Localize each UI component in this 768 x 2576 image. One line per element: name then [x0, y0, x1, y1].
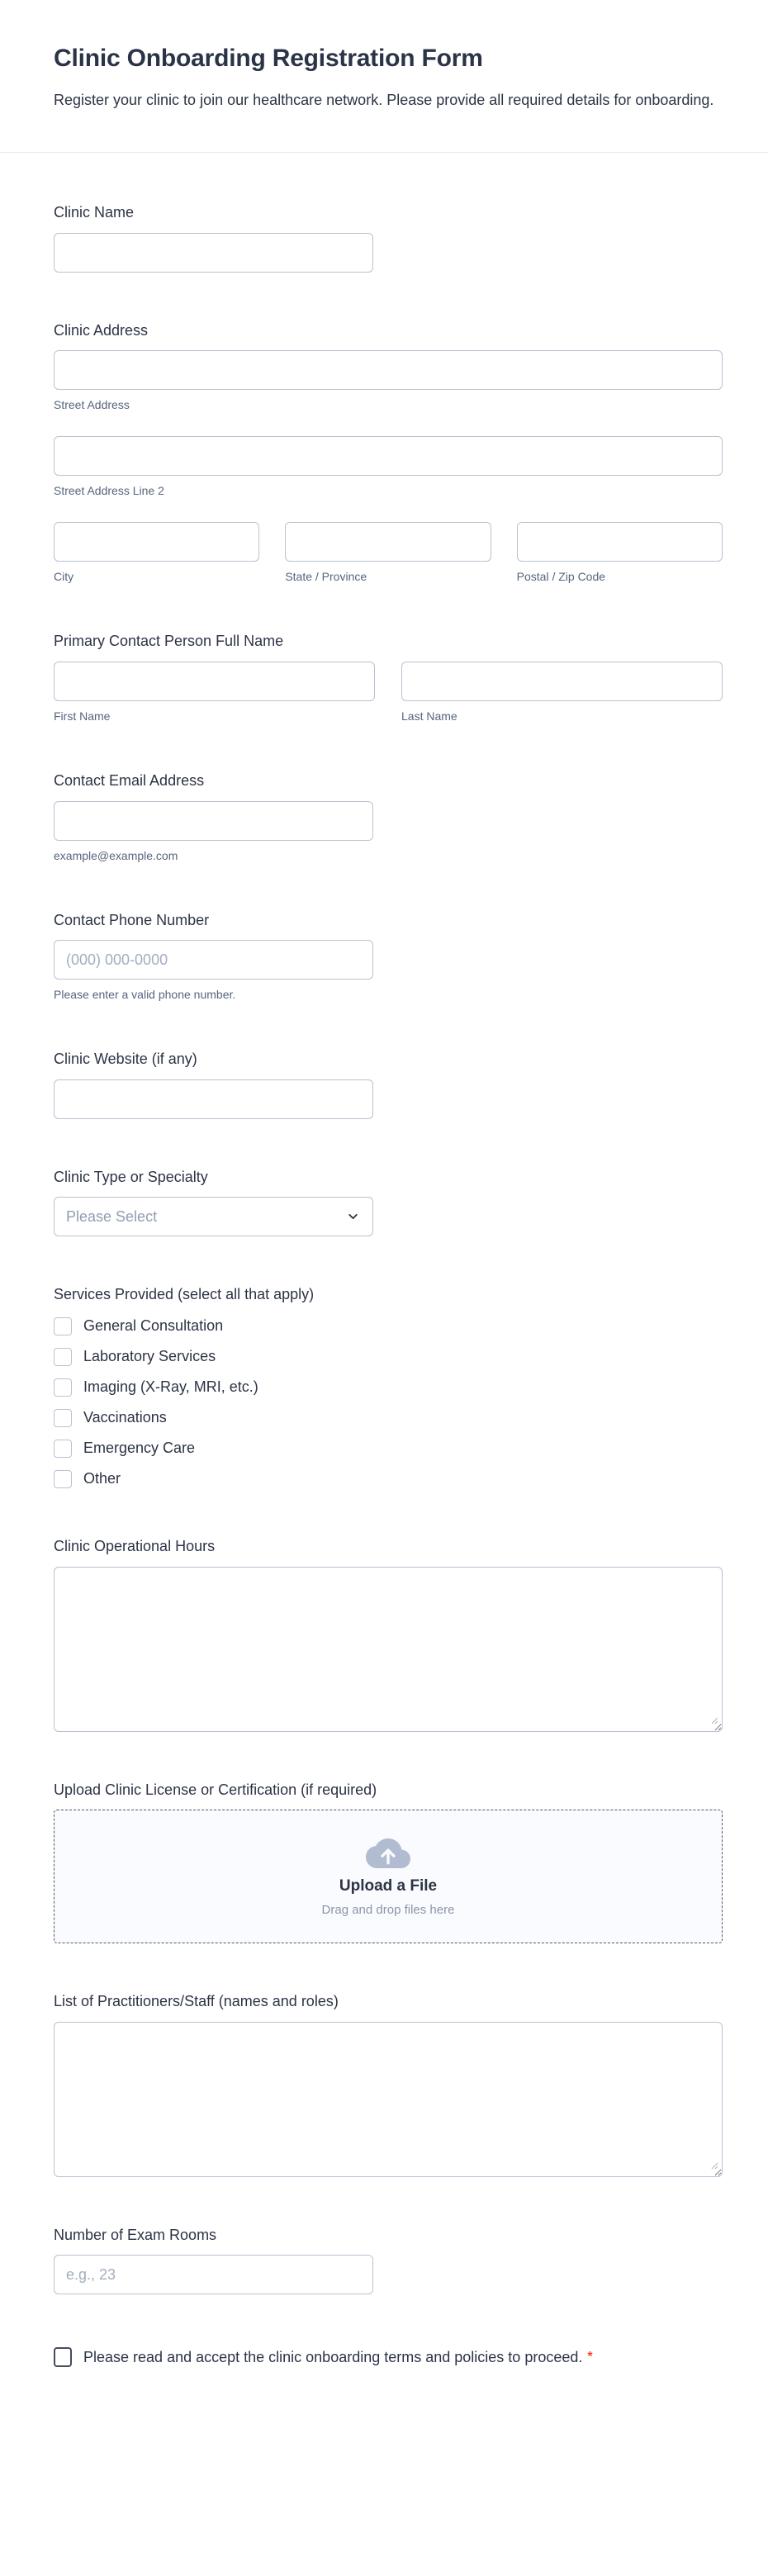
question-contact-phone — [54, 912, 723, 1002]
last-name-field — [401, 662, 723, 723]
state-input[interactable] — [285, 522, 491, 562]
required-star: * — [587, 2350, 593, 2365]
postal-field — [517, 522, 723, 583]
question-clinic-name — [54, 204, 723, 273]
services-label: Services Provided (select all that apply) — [54, 1286, 315, 1303]
service-option-label: Other — [83, 1470, 121, 1487]
street-address-line2-input[interactable] — [54, 436, 723, 476]
service-option-other[interactable] — [54, 1470, 723, 1488]
checkbox-icon — [54, 1378, 72, 1397]
street-address-line2-field — [54, 436, 723, 497]
checkbox-icon — [54, 1348, 72, 1366]
last-name-input[interactable] — [401, 662, 723, 701]
license-upload-label: Upload Clinic License or Certification (if required) — [54, 1781, 377, 1798]
contact-name-label: Primary Contact Person Full Name — [54, 633, 284, 650]
state-field — [285, 522, 491, 583]
city-field — [54, 522, 259, 583]
service-option-label: Emergency Care — [83, 1440, 196, 1457]
clinic-name-label: Clinic Name — [54, 204, 135, 221]
street-address-input[interactable] — [54, 350, 723, 390]
practitioners-textarea[interactable] — [54, 2022, 723, 2177]
upload-hint-text: Drag and drop files here — [321, 1903, 455, 1918]
clinic-website-label: Clinic Website (if any) — [54, 1051, 197, 1068]
clinic-address-label: Clinic Address — [54, 321, 149, 339]
practitioners-textarea-wrap — [54, 2022, 723, 2177]
clinic-type-select[interactable] — [54, 1197, 373, 1236]
street-address-field — [54, 350, 723, 411]
checkbox-icon — [54, 1470, 72, 1488]
first-name-input[interactable] — [54, 662, 375, 701]
upload-cloud-icon — [366, 1836, 410, 1871]
service-option-emergency-care[interactable] — [54, 1440, 723, 1458]
file-upload-dropzone[interactable] — [54, 1810, 723, 1943]
terms-label: Please read and accept the clinic onboarding terms and policies to proceed. — [83, 2349, 583, 2366]
city-sublabel: City — [54, 570, 74, 584]
state-sublabel: State / Province — [285, 570, 367, 584]
service-option-label: Imaging (X-Ray, MRI, etc.) — [83, 1378, 258, 1396]
service-option-label: General Consultation — [83, 1317, 224, 1335]
question-clinic-address — [54, 322, 723, 584]
service-option-general-consultation[interactable] — [54, 1317, 723, 1335]
phone-input[interactable] — [54, 940, 373, 980]
city-input[interactable] — [54, 522, 259, 562]
question-contact-email — [54, 772, 723, 862]
phone-sublabel: Please enter a valid phone number. — [54, 988, 236, 1002]
checkbox-icon — [54, 1440, 72, 1458]
city-state-zip-row — [54, 522, 723, 583]
terms-checkbox[interactable] — [54, 2347, 72, 2367]
checkbox-icon — [54, 1317, 72, 1335]
question-exam-rooms — [54, 2227, 723, 2295]
contact-phone-label: Contact Phone Number — [54, 911, 210, 928]
postal-input[interactable] — [517, 522, 723, 562]
street-address-line2-sublabel: Street Address Line 2 — [54, 484, 164, 498]
question-clinic-website — [54, 1051, 723, 1119]
question-clinic-type — [54, 1169, 723, 1237]
service-option-laboratory-services[interactable] — [54, 1348, 723, 1366]
exam-rooms-input[interactable] — [54, 2255, 373, 2294]
website-input[interactable] — [54, 1079, 373, 1119]
services-checkbox-group — [54, 1317, 723, 1488]
email-sublabel: example@example.com — [54, 848, 178, 862]
clinic-type-select-wrap — [54, 1197, 373, 1236]
first-name-field — [54, 662, 375, 723]
page-title: Clinic Onboarding Registration Form — [54, 45, 483, 72]
clinic-type-label: Clinic Type or Specialty — [54, 1168, 208, 1185]
service-option-label: Laboratory Services — [83, 1348, 216, 1365]
last-name-sublabel: Last Name — [401, 709, 457, 723]
question-services — [54, 1286, 723, 1488]
service-option-vaccinations[interactable] — [54, 1409, 723, 1427]
question-practitioners — [54, 1993, 723, 2177]
checkbox-icon — [54, 1409, 72, 1427]
operational-hours-textarea[interactable] — [54, 1567, 723, 1732]
form-header — [0, 0, 768, 152]
postal-sublabel: Postal / Zip Code — [516, 570, 606, 584]
question-terms — [54, 2344, 623, 2371]
clinic-name-input[interactable] — [54, 233, 373, 273]
exam-rooms-label: Number of Exam Rooms — [54, 2226, 217, 2243]
name-row — [54, 662, 723, 723]
practitioners-label: List of Practitioners/Staff (names and roles) — [54, 1993, 339, 2010]
contact-email-label: Contact Email Address — [54, 771, 205, 789]
question-license-upload — [54, 1781, 723, 1944]
operational-hours-textarea-wrap — [54, 1567, 723, 1732]
service-option-imaging[interactable] — [54, 1378, 723, 1397]
first-name-sublabel: First Name — [54, 709, 111, 723]
operational-hours-label: Clinic Operational Hours — [54, 1537, 216, 1554]
form-body — [0, 153, 768, 2470]
service-option-label: Vaccinations — [83, 1409, 167, 1426]
question-contact-name — [54, 633, 723, 723]
question-operational-hours — [54, 1538, 723, 1732]
form-subtitle: Register your clinic to join our healthcare network. Please provide all required details for onboarding. — [54, 92, 714, 108]
email-input[interactable] — [54, 801, 373, 841]
street-address-sublabel: Street Address — [54, 398, 130, 412]
upload-button-text: Upload a File — [339, 1877, 438, 1895]
